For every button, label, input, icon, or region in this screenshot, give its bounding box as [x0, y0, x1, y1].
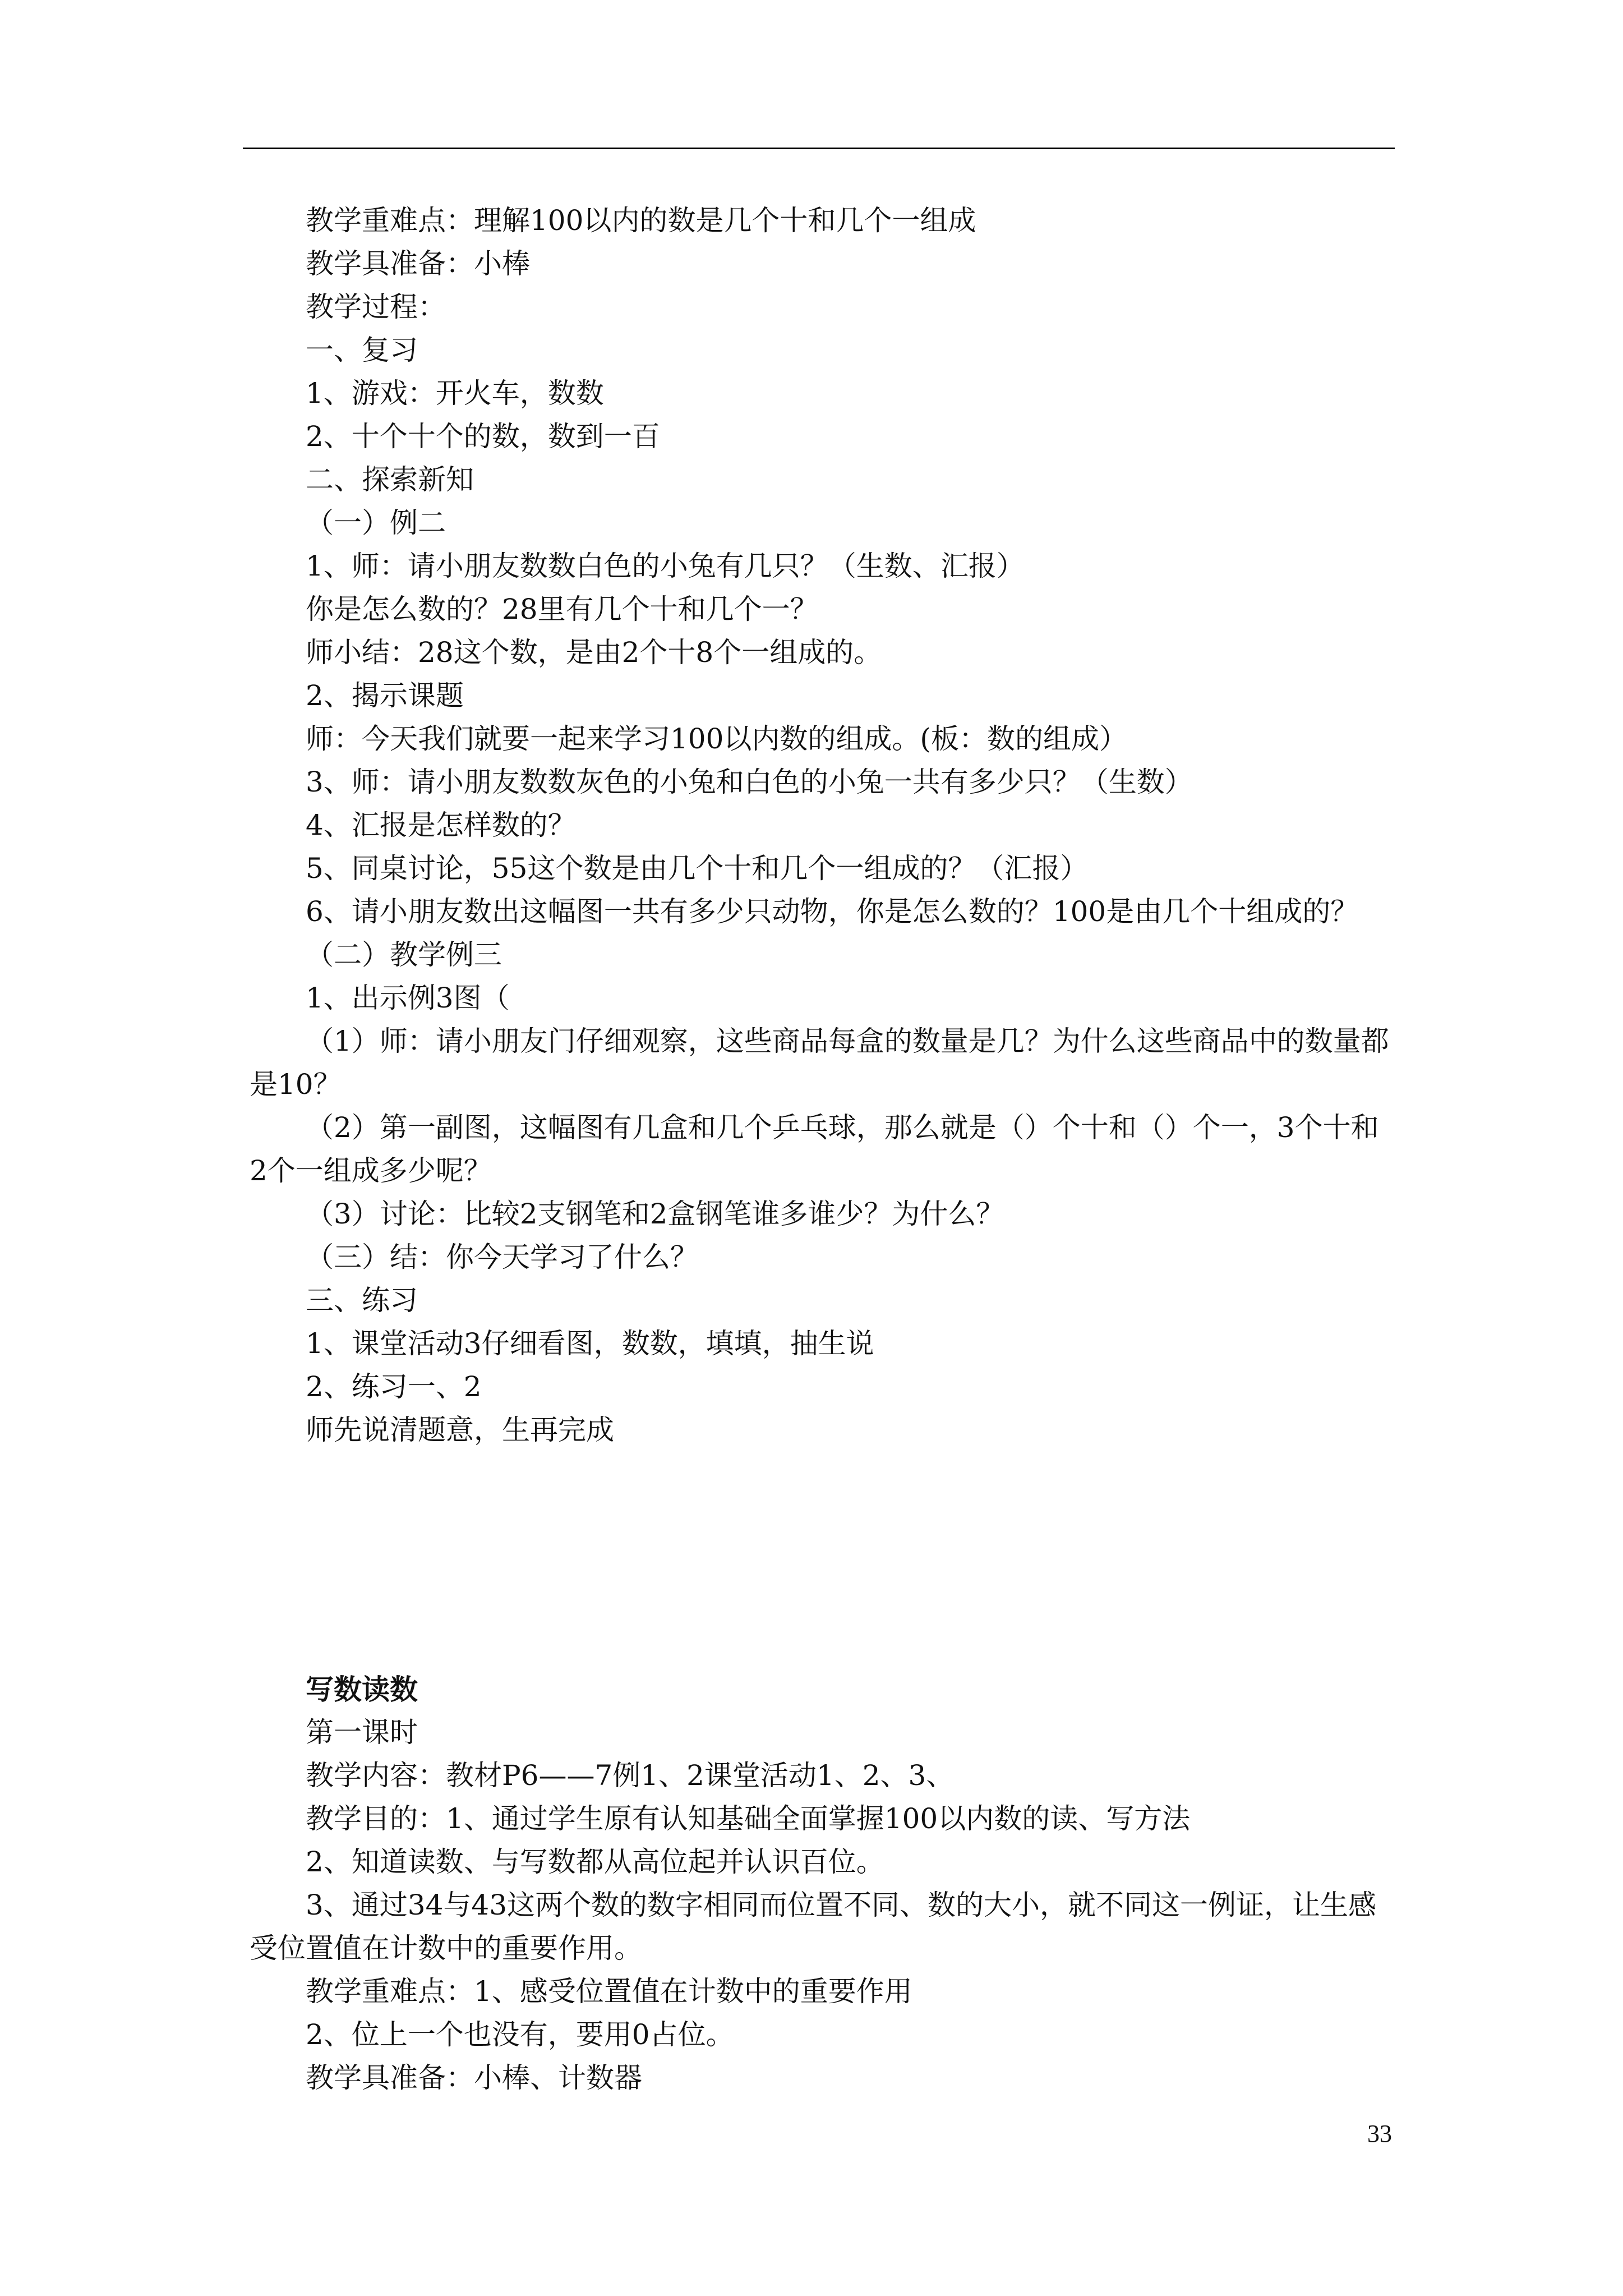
- text-line: （一）例二: [306, 507, 446, 539]
- text-line: 教学重难点：1、感受位置值在计数中的重要作用: [306, 1975, 912, 2008]
- text-line: 一、复习: [306, 334, 418, 366]
- text-line: 1、课堂活动3仔细看图，数数，填填，抽生说: [306, 1327, 874, 1360]
- text-line: 4、汇报是怎样数的？: [306, 809, 576, 841]
- page-number: 33: [1367, 2120, 1392, 2147]
- text-line: 1、师：请小朋友数数白色的小兔有几只？（生数、汇报）: [306, 550, 1025, 582]
- header-rule: [243, 148, 1395, 149]
- text-line: 6、请小朋友数出这幅图一共有多少只动物，你是怎么数的？100是由几个十组成的？: [306, 895, 1359, 928]
- text-line: 师小结：28这个数，是由2个十8个一组成的。: [306, 636, 882, 669]
- text-line: （3）讨论：比较2支钢笔和2盒钢笔谁多谁少？为什么？: [306, 1198, 1004, 1230]
- text-line: 2、揭示课题: [306, 679, 464, 712]
- section-title: 写数读数: [306, 1673, 418, 1706]
- text-line: （三）结：你今天学习了什么？: [306, 1241, 698, 1273]
- text-line: 3、师：请小朋友数数灰色的小兔和白色的小兔一共有多少只？（生数）: [306, 766, 1193, 798]
- text-paragraph: （2）第一副图，这幅图有几盒和几个乒乓球，那么就是（）个十和（）个一，3个十和2个一组成多少呢？: [250, 1111, 1379, 1187]
- text-line: 二、探索新知: [306, 463, 474, 496]
- section-gap: [250, 1452, 1390, 1668]
- text-line: 师：今天我们就要一起来学习100以内数的组成。(板：数的组成）: [306, 723, 1127, 755]
- text-paragraph: 3、通过34与43这两个数的数字相同而位置不同、数的大小，就不同这一例证，让生感受位置值在计数中的重要作用。: [250, 1889, 1377, 1964]
- text-line: 1、游戏：开火车，数数: [306, 377, 604, 409]
- text-line: 教学具准备：小棒、计数器: [306, 2062, 642, 2094]
- text-line: 1、出示例3图（: [306, 982, 510, 1014]
- text-line: 5、同桌讨论，55这个数是由几个十和几个一组成的？（汇报）: [306, 852, 1089, 885]
- text-line: 三、练习: [306, 1284, 418, 1317]
- text-line: 你是怎么数的？28里有几个十和几个一？: [306, 593, 818, 625]
- text-line: 教学具准备：小棒: [306, 247, 530, 280]
- text-line: （二）教学例三: [306, 938, 502, 971]
- text-line: 2、知道读数、与写数都从高位起并认识百位。: [306, 1846, 884, 1878]
- text-line: 教学内容：教材P6——7例1、2课堂活动1、2、3、: [306, 1759, 955, 1792]
- text-line: 教学过程：: [306, 291, 446, 323]
- text-line: 第一课时: [306, 1716, 418, 1749]
- text-line: 教学目的：1、通过学生原有认知基础全面掌握100以内数的读、写方法: [306, 1802, 1191, 1835]
- text-line: 师先说清题意，生再完成: [306, 1414, 614, 1446]
- text-line: 2、位上一个也没有，要用0占位。: [306, 2018, 734, 2051]
- text-paragraph: （1）师：请小朋友门仔细观察，这些商品每盒的数量是几？为什么这些商品中的数量都是10？: [250, 1025, 1389, 1101]
- text-line: 2、练习一、2: [306, 1370, 482, 1403]
- text-line: 2、十个十个的数，数到一百: [306, 420, 660, 453]
- page-content: [250, 199, 1390, 2100]
- text-line: 教学重难点：理解100以内的数是几个十和几个一组成: [306, 204, 976, 237]
